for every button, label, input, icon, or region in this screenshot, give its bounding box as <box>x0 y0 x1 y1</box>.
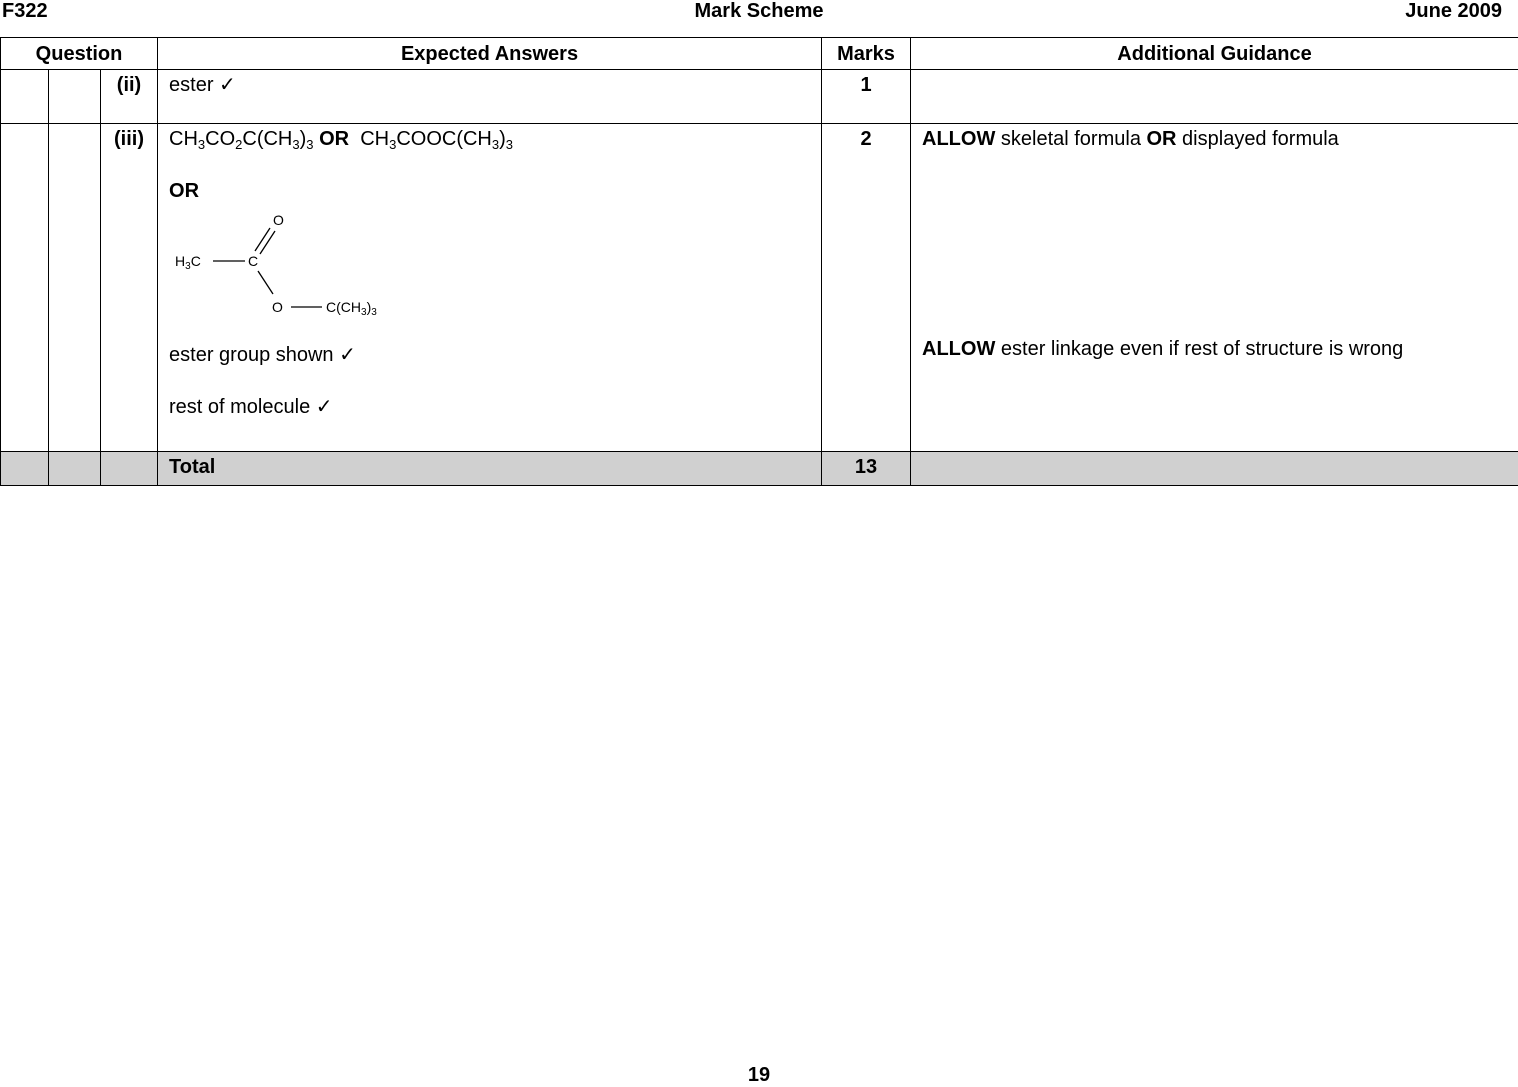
total-label: Total <box>158 452 822 486</box>
marks-value: 1 <box>822 70 911 124</box>
mark-scheme-table <box>0 37 1518 486</box>
page-number: 19 <box>0 1064 1518 1087</box>
tert-butyl-group-label: $C(CH_3)_3$ <box>326 299 377 318</box>
col-header-guidance: Additional Guidance <box>911 38 1518 70</box>
guidance-line-2: ALLOW ester linkage even if rest of structure is wrong <box>922 336 1518 362</box>
total-row <box>1 452 1518 486</box>
answer-line-ester-group: ester group shown ✓ <box>169 342 821 368</box>
question-part: (iii) <box>101 124 158 452</box>
formula-line: $CH_3CO_2C(CH_3)_3$ OR $CH_3COOC(CH_3)_3$ <box>169 126 821 152</box>
document-title: Mark Scheme <box>0 0 1518 22</box>
question-part: (ii) <box>101 70 158 124</box>
total-marks: 13 <box>822 452 911 486</box>
expected-answer <box>158 124 822 452</box>
table-row <box>1 124 1518 452</box>
ester-oxygen-label: O <box>272 299 283 315</box>
document-code: F322 <box>2 0 48 22</box>
or-label: OR <box>169 178 821 204</box>
ester-structure-diagram <box>169 206 429 326</box>
expected-answer: ester ✓ <box>158 70 822 124</box>
guidance-line-1: ALLOW skeletal formula OR displayed formula <box>922 126 1518 152</box>
answer-line-rest-molecule: rest of molecule ✓ <box>169 394 821 420</box>
col-header-question: Question <box>1 38 158 70</box>
guidance <box>911 70 1518 124</box>
col-header-answers: Expected Answers <box>158 38 822 70</box>
guidance <box>911 124 1518 452</box>
table-row <box>1 70 1518 124</box>
col-header-marks: Marks <box>822 38 911 70</box>
document-date: June 2009 <box>1405 0 1502 22</box>
table-header-row <box>1 38 1518 70</box>
marks-value: 2 <box>822 124 911 452</box>
carbonyl-carbon-label: C <box>248 253 258 269</box>
methyl-group-label: $H_3C$ <box>175 253 201 272</box>
carbonyl-oxygen-label: O <box>273 212 284 228</box>
formula-or: OR <box>319 128 349 150</box>
